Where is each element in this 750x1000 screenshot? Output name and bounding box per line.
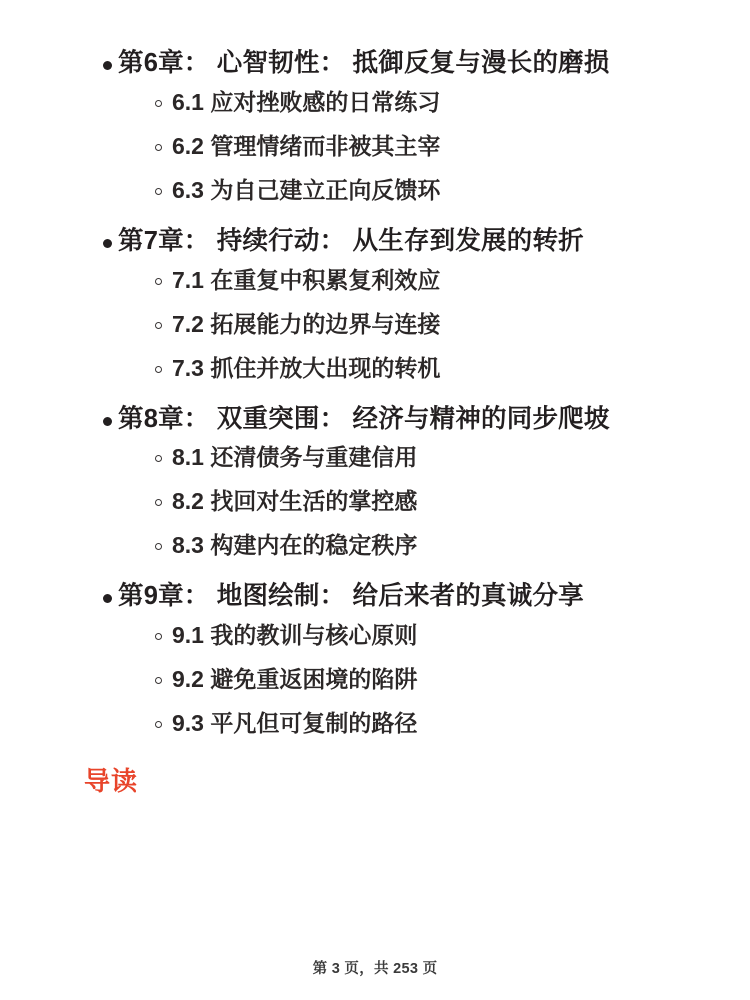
toc-chapter-group [60,228,690,380]
circle-outline-icon [155,721,162,728]
circle-outline-icon [155,278,162,285]
chapter-title: 第7章： 持续行动： 从生存到发展的转折 [118,226,584,255]
circle-outline-icon [155,366,162,373]
guide-heading: 导读 [84,766,139,797]
list-item[interactable] [60,668,690,691]
section-title: 7.3 抓住并放大出现的转机 [172,354,441,381]
section-title: 8.1 还清债务与重建信用 [172,444,418,471]
circle-outline-icon [155,677,162,684]
section-title: 6.1 应对挫败感的日常练习 [172,88,441,115]
section-title: 6.3 为自己建立正向反馈环 [172,176,441,203]
bullet-icon [103,239,112,248]
list-item[interactable] [60,132,690,159]
chapter-section-list [60,624,690,735]
circle-outline-icon [155,455,162,462]
chapter-heading[interactable] [60,583,690,610]
section-title: 9.2 避免重返困境的陷阱 [172,666,418,693]
section-title: 9.1 我的教训与核心原则 [172,622,418,649]
chapter-title: 第8章： 双重突围： 经济与精神的同步爬坡 [118,404,610,433]
section-title: 7.2 拓展能力的边界与连接 [172,310,441,337]
list-item[interactable] [60,310,690,337]
table-of-contents [60,50,690,735]
chapter-section-list [60,88,690,203]
bullet-icon [103,61,112,70]
chapter-title: 第9章： 地图绘制： 给后来者的真诚分享 [118,582,584,611]
chapter-heading[interactable] [60,50,690,77]
chapter-title: 第6章： 心智韧性： 抵御反复与漫长的磨损 [118,49,610,77]
toc-chapter-group [60,406,690,558]
chapter-section-list [60,266,690,381]
chapter-heading[interactable] [60,228,690,255]
section-title: 8.2 找回对生活的掌控感 [172,488,418,515]
circle-outline-icon [155,322,162,329]
section-title: 7.1 在重复中积累复利效应 [172,266,441,293]
page-footer: 第 3 页，共 253 页 [312,961,438,977]
bullet-icon [103,594,112,603]
section-title: 8.3 构建内在的稳定秩序 [172,532,418,559]
list-item[interactable] [60,712,690,735]
list-item[interactable] [60,88,690,115]
chapter-section-list [60,446,690,557]
chapter-heading[interactable] [60,406,690,433]
bullet-icon [103,417,112,426]
list-item[interactable] [60,354,690,381]
circle-outline-icon [155,633,162,640]
list-item[interactable] [60,490,690,513]
circle-outline-icon [155,499,162,506]
list-item[interactable] [60,266,690,293]
circle-outline-icon [155,100,162,107]
list-item[interactable] [60,176,690,203]
circle-outline-icon [155,188,162,195]
list-item[interactable] [60,624,690,647]
circle-outline-icon [155,543,162,550]
toc-chapter-group [60,583,690,735]
section-title: 9.3 平凡但可复制的路径 [172,710,418,737]
list-item[interactable] [60,446,690,469]
section-title: 6.2 管理情绪而非被其主宰 [172,132,441,159]
circle-outline-icon [155,144,162,151]
toc-chapter-group [60,50,690,202]
list-item[interactable] [60,534,690,557]
